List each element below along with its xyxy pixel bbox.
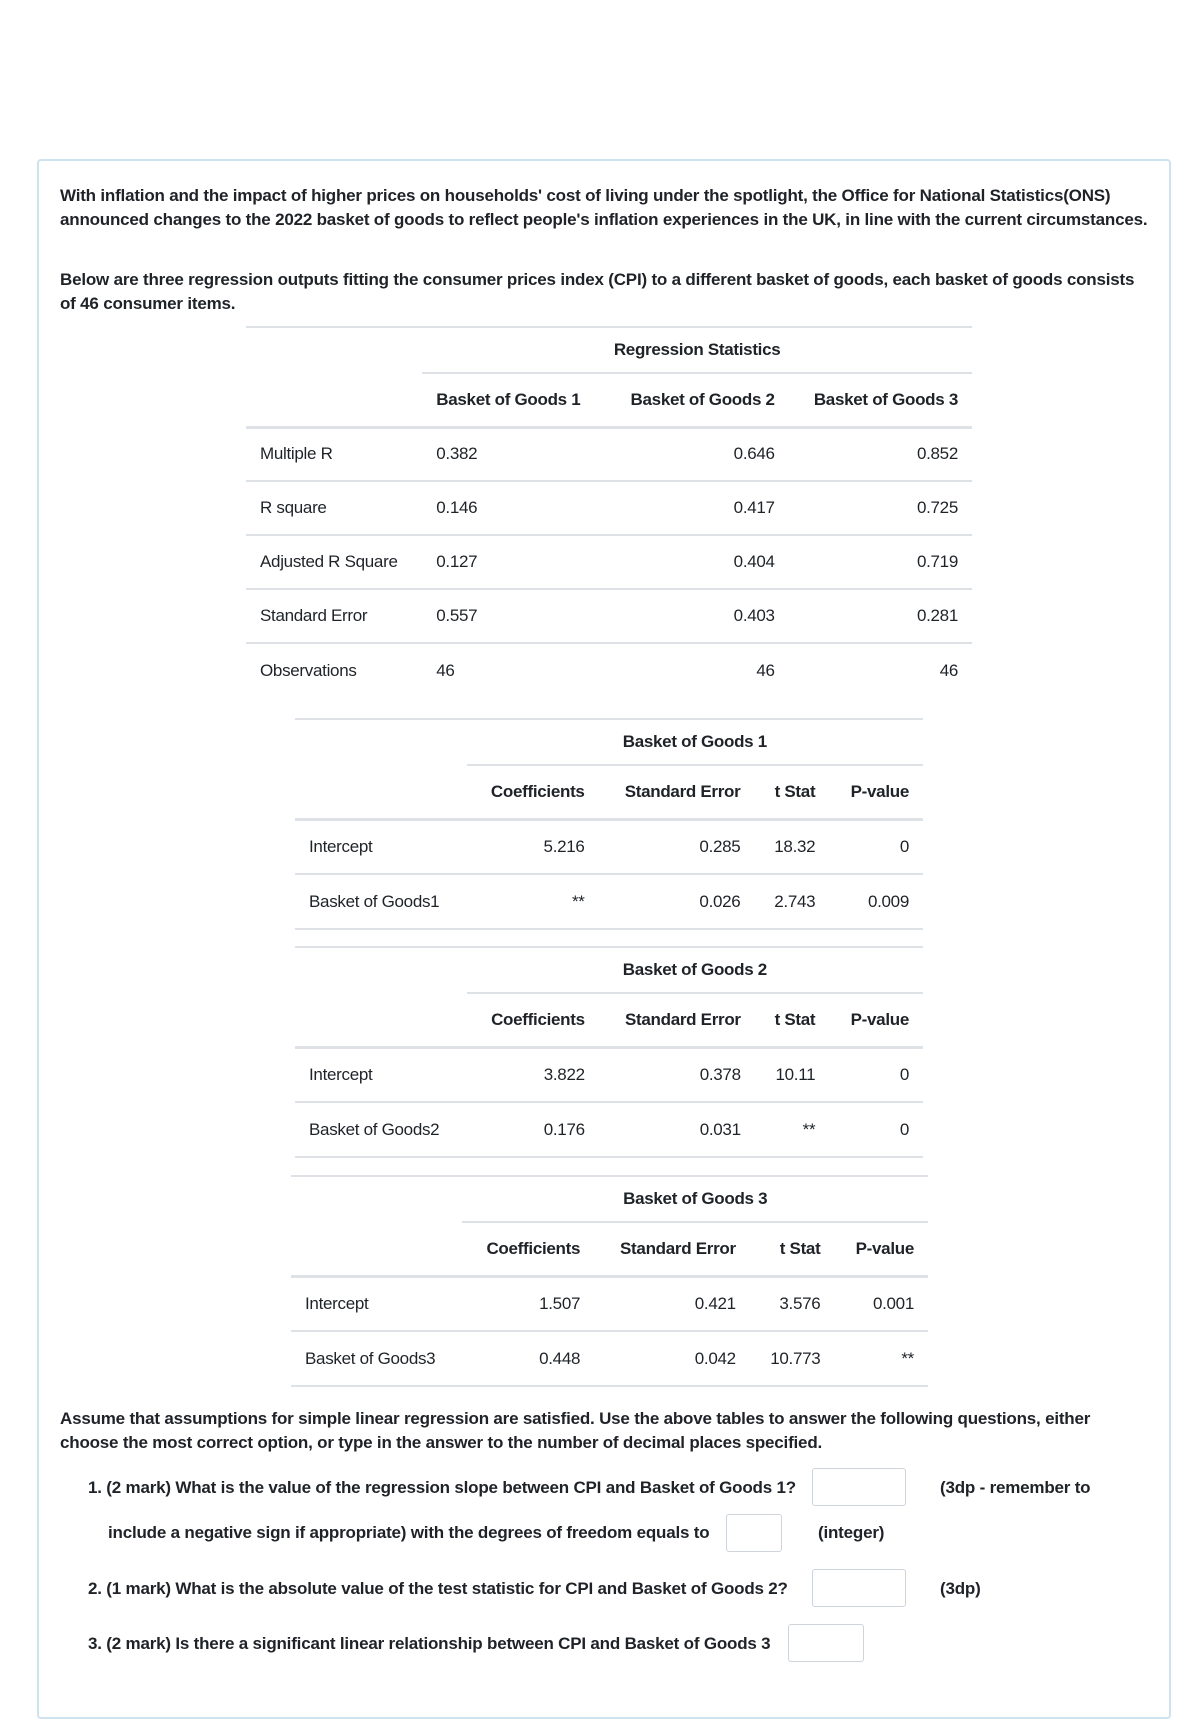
row-label: Multiple R xyxy=(246,427,422,481)
cell: 0.031 xyxy=(599,1102,755,1157)
row-label: Observations xyxy=(260,660,357,680)
cell: ** xyxy=(755,1102,830,1157)
row-label: Standard Error xyxy=(246,589,422,643)
coefficients-table-basket-2 xyxy=(295,946,923,1158)
table-row xyxy=(291,1276,928,1331)
table-row xyxy=(295,1047,923,1102)
cell: 0.403 xyxy=(605,589,788,643)
cell: 0.557 xyxy=(422,589,605,643)
table-row xyxy=(246,427,972,481)
q1-hint: (3dp - remember to xyxy=(940,1478,1091,1497)
table-row xyxy=(295,1102,923,1157)
cell: 0.382 xyxy=(422,427,605,481)
coefficients-table-basket-1 xyxy=(295,718,923,930)
cell: 3.576 xyxy=(750,1276,835,1331)
table-row xyxy=(295,874,923,929)
column-header: Basket of Goods 3 xyxy=(789,373,972,427)
cell: ** xyxy=(467,874,599,929)
cell: 18.32 xyxy=(754,819,829,874)
cell: 0.285 xyxy=(599,819,755,874)
row-label: Basket of Goods1 xyxy=(295,874,467,929)
cell: 0.719 xyxy=(789,535,972,589)
cell: 10.11 xyxy=(755,1047,830,1102)
cell: 0.281 xyxy=(789,589,972,643)
q3-answer-select[interactable] xyxy=(788,1624,864,1662)
intro-paragraph-2: Below are three regression outputs fitting the consumer prices index (CPI) to a different basket of goods, each basket of goods consists of 46 consumer items. xyxy=(60,270,1135,313)
column-header: t Stat xyxy=(750,1222,835,1276)
table-row xyxy=(246,535,972,589)
question-3-text: 3. (2 mark) Is there a significant linear relationship between CPI and Basket of Goods 3 xyxy=(88,1634,771,1653)
cell: 0.404 xyxy=(605,535,788,589)
questions-intro: Assume that assumptions for simple linear regression are satisfied. Use the above tables to answer the following questions, either choose the most correct option, or type in the answer to the number of decimal places specified. xyxy=(60,1409,1091,1452)
emphasis-absolute: absolute xyxy=(268,1579,337,1598)
column-header: P-value xyxy=(829,993,923,1047)
cell: 0.448 xyxy=(462,1331,594,1386)
q1-hint-integer: (integer) xyxy=(818,1523,885,1542)
cell: 5.216 xyxy=(467,819,599,874)
column-header: Standard Error xyxy=(599,993,755,1047)
table-row xyxy=(295,819,923,874)
cell: 3.822 xyxy=(467,1047,599,1102)
cell: 0.026 xyxy=(599,874,755,929)
cell: 0.725 xyxy=(789,481,972,535)
column-header: P-value xyxy=(829,765,923,819)
cell: 0.001 xyxy=(834,1276,928,1331)
row-label: Intercept xyxy=(295,819,467,874)
cell: 2.743 xyxy=(754,874,829,929)
table-row xyxy=(246,643,972,697)
column-header: Coefficients xyxy=(467,993,599,1047)
intro-paragraph-1: With inflation and the impact of higher prices on households' cost of living under the spotlight, the Office for National Statistics(ONS) announced changes to the 2022 basket of goods to reflect people's inflation experiences in the UK, in line with the current circumstances. xyxy=(60,186,1148,229)
column-header: t Stat xyxy=(755,993,830,1047)
cell: 0.378 xyxy=(599,1047,755,1102)
column-header: P-value xyxy=(834,1222,928,1276)
coefficients-table-basket-3 xyxy=(291,1175,928,1387)
column-header: Coefficients xyxy=(467,765,599,819)
column-header: Standard Error xyxy=(599,765,755,819)
cell: 46 xyxy=(756,660,775,680)
coef-table-title: Basket of Goods 3 xyxy=(462,1176,928,1222)
q1-degrees-of-freedom-input[interactable] xyxy=(726,1514,782,1552)
cell: 0.852 xyxy=(789,427,972,481)
cell: 0 xyxy=(829,1102,923,1157)
cell: 0.127 xyxy=(422,535,605,589)
row-label: Basket of Goods3 xyxy=(291,1331,462,1386)
column-header: Standard Error xyxy=(594,1222,750,1276)
cell: 0 xyxy=(829,1047,923,1102)
row-label: Intercept xyxy=(291,1276,462,1331)
cell: ** xyxy=(834,1331,928,1386)
cell: 0 xyxy=(829,819,923,874)
column-header: t Stat xyxy=(754,765,829,819)
table-row xyxy=(246,589,972,643)
cell: 0.009 xyxy=(829,874,923,929)
cell: 1.507 xyxy=(462,1276,594,1331)
cell: 0.176 xyxy=(467,1102,599,1157)
column-header: Basket of Goods 2 xyxy=(605,373,788,427)
cell: 0.421 xyxy=(594,1276,750,1331)
row-label: R square xyxy=(246,481,422,535)
question-2-text: 2. (1 mark) What is the absolute value of the test statistic for CPI and Basket of Goods 2? xyxy=(88,1579,788,1598)
question-1-continued: include a negative sign if appropriate) with the degrees of freedom equals to xyxy=(108,1523,710,1542)
cell: 0.146 xyxy=(422,481,605,535)
row-label: Basket of Goods2 xyxy=(295,1102,467,1157)
cell: 0.417 xyxy=(605,481,788,535)
q2-test-statistic-input[interactable] xyxy=(812,1569,906,1607)
cell: 10.773 xyxy=(750,1331,835,1386)
coef-table-title: Basket of Goods 1 xyxy=(467,719,923,765)
cell: 46 xyxy=(939,660,958,680)
cell: 0.646 xyxy=(605,427,788,481)
table-row xyxy=(291,1331,928,1386)
row-label: Adjusted R Square xyxy=(246,535,422,589)
regression-group-title: Regression Statistics xyxy=(422,327,972,373)
column-header: Basket of Goods 1 xyxy=(422,373,605,427)
column-header: Coefficients xyxy=(462,1222,594,1276)
cell: 46 xyxy=(436,660,455,680)
table-row xyxy=(246,481,972,535)
coef-table-title: Basket of Goods 2 xyxy=(467,947,923,993)
q2-hint: (3dp) xyxy=(940,1579,981,1598)
row-label: Intercept xyxy=(295,1047,467,1102)
question-1-text: 1. (2 mark) What is the value of the regression slope between CPI and Basket of Goods 1? xyxy=(88,1478,796,1497)
cell: 0.042 xyxy=(594,1331,750,1386)
regression-statistics-table xyxy=(246,326,972,697)
q1-slope-input[interactable] xyxy=(812,1468,906,1506)
